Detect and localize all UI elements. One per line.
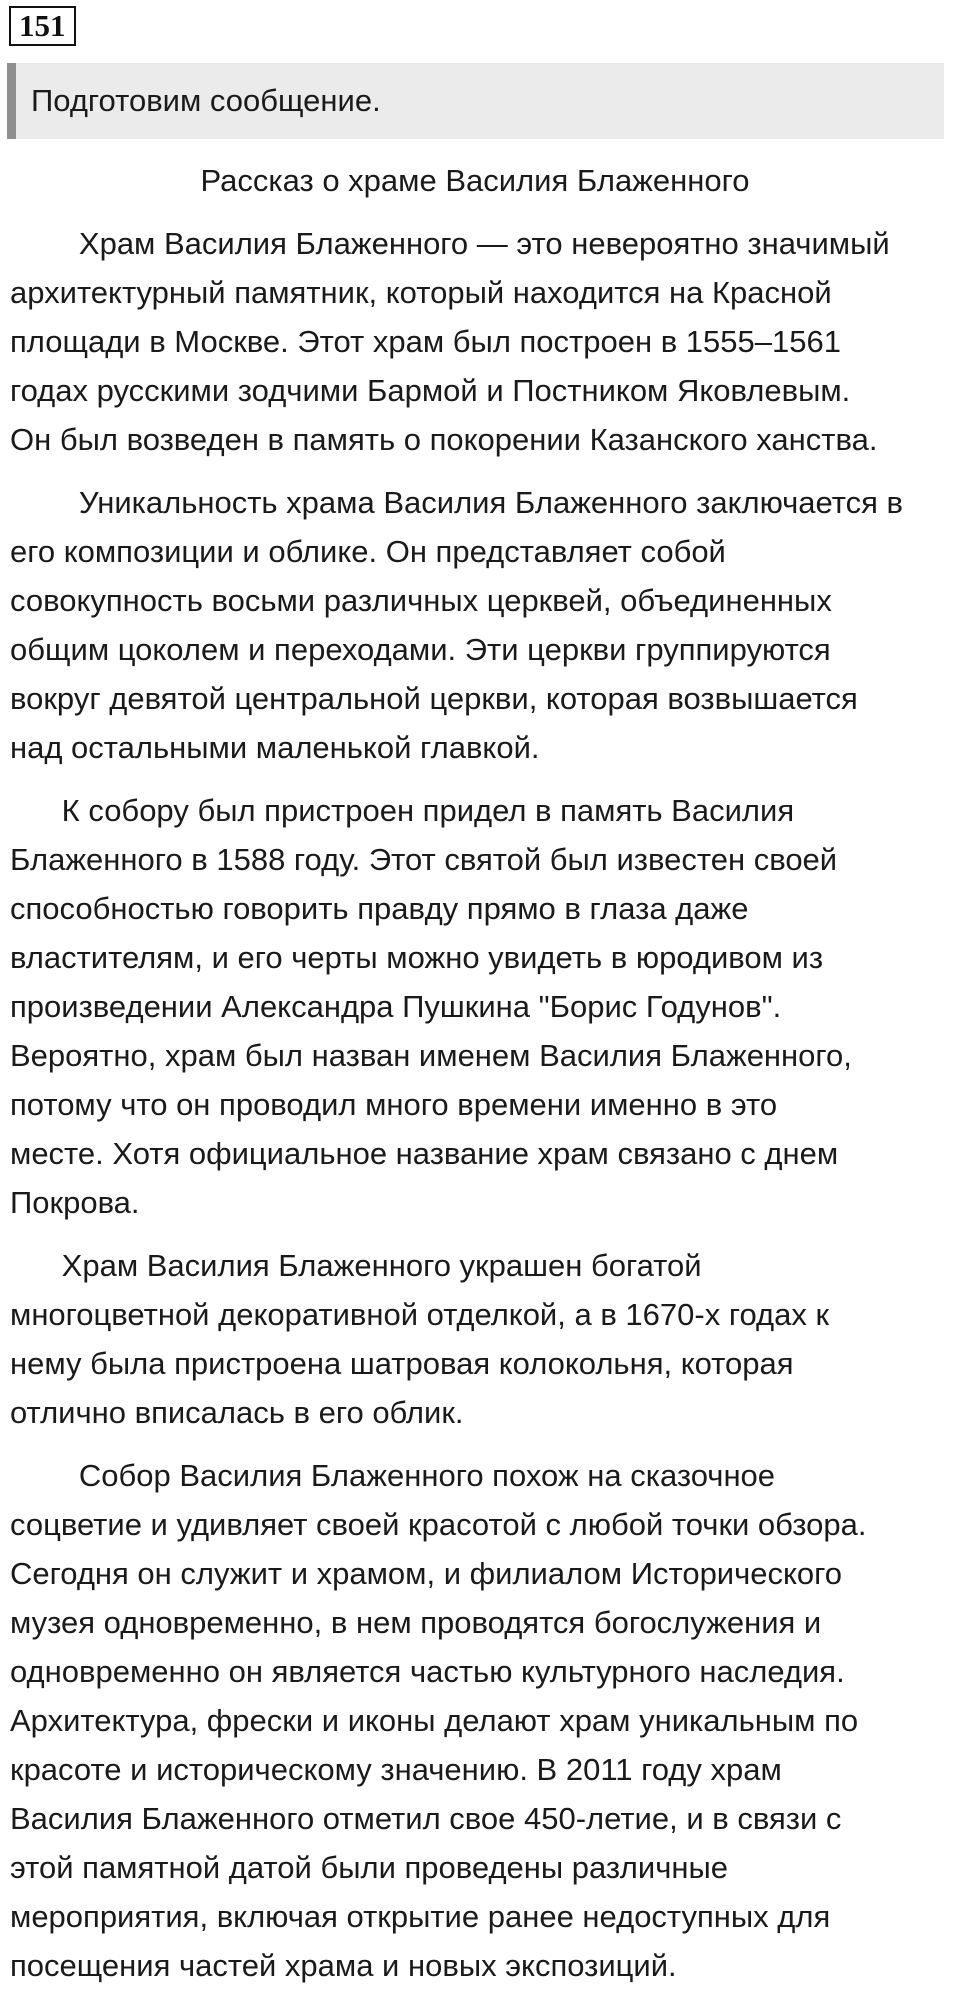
text-line: общим цоколем и переходами. Эти церкви группируются [10,632,831,667]
task-number: 151 [9,6,76,46]
text-line: Уникальность храма Василия Блаженного заключается в [10,485,903,520]
text-line: Архитектура, фрески и иконы делают храм уникальным по [10,1703,859,1738]
text-line: одновременно он является частью культурного наследия. [10,1654,845,1689]
text-line: архитектурный памятник, который находится на Красной [10,275,832,310]
text-line: Покрова. [10,1185,140,1220]
text-line: площади в Москве. Этот храм был построен в 1555–1561 [10,324,841,359]
text-line: совокупность восьми различных церквей, объединенных [10,583,832,618]
text-line: Храм Василия Блаженного украшен богатой [10,1248,702,1283]
text-line: его композиции и облике. Он представляет собой [10,534,726,569]
text-line: красоте и историческому значению. В 2011 году храм [10,1752,782,1787]
text-line: нему была пристроена шатровая колокольня, которая [10,1346,794,1381]
paragraph [10,1451,960,1990]
text-line: соцветие и удивляет своей красотой с любой точки обзора. [10,1507,867,1542]
text-line: потому что он проводил много времени именно в это [10,1087,778,1122]
text-line: Блаженного в 1588 году. Этот святой был известен своей [10,842,838,877]
text-line: Он был возведен в память о покорении Казанского ханства. [10,422,878,457]
text-line: произведении Александра Пушкина "Борис Годунов". [10,989,782,1024]
text-line: годах русскими зодчими Бармой и Постником Яковлевым. [10,373,851,408]
text-line: отлично вписалась в его облик. [10,1395,464,1430]
paragraphs [10,219,960,1990]
text-line: К собору был пристроен придел в память Василия [10,793,795,828]
text-line: Вероятно, храм был назван именем Василия Блаженного, [10,1038,852,1073]
story-text [10,156,960,2004]
text-line: посещения частей храма и новых экспозиций. [10,1948,677,1983]
story-title: Рассказ о храме Василия Блаженного [200,163,750,198]
text-line: Храм Василия Блаженного — это невероятно значимый [10,226,890,261]
paragraph [10,478,960,772]
text-line: способностью говорить правду прямо в глаза даже [10,891,749,926]
text-line: музея одновременно, в нем проводятся богослужения и [10,1605,822,1640]
text-line: Собор Василия Блаженного похож на сказочное [10,1458,776,1493]
text-line: месте. Хотя официальное название храм связано с днем [10,1136,839,1171]
text-line: мероприятия, включая открытие ранее недоступных для [10,1899,831,1934]
text-line: властителям, и его черты можно увидеть в юродивом из [10,940,824,975]
text-line: Василия Блаженного отметил свое 450-летие, и в связи с [10,1801,842,1836]
paragraph [10,219,960,464]
text-line: многоцветной декоративной отделкой, а в 1670-х годах к [10,1297,830,1332]
instruction-banner [7,63,944,139]
text-line: этой памятной датой были проведены различные [10,1850,728,1885]
paragraph [10,786,960,1227]
paragraph [10,1241,960,1437]
text-line: Сегодня он служит и храмом, и филиалом Исторического [10,1556,843,1591]
text-line: над остальными маленькой главкой. [10,730,540,765]
instruction-text: Подготовим сообщение. [31,83,381,118]
text-line: вокруг девятой центральной церкви, которая возвышается [10,681,858,716]
